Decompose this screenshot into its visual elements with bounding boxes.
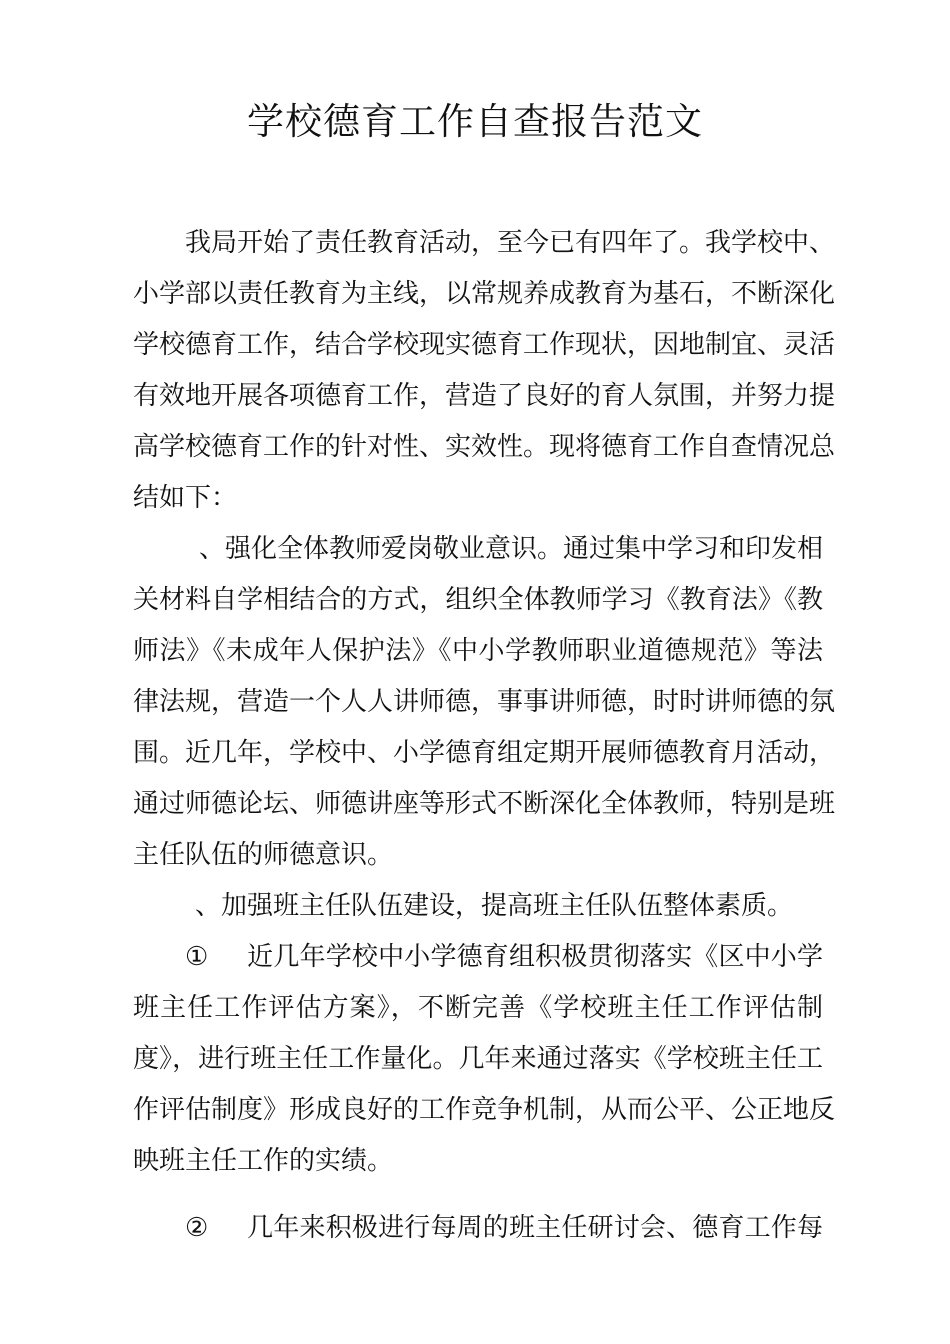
paragraph-item-2 — [133, 1203, 823, 1254]
text-line: 围。近几年，学校中、小学德育组定期开展师德教育月活动， — [133, 738, 836, 768]
text-span: 近几年学校中小学德育组积极贯彻落实《区中小学 — [247, 942, 823, 972]
paragraph-teacher-ethics — [133, 524, 836, 881]
text-line: 我局开始了责任教育活动，至今已有四年了。我学校中、 — [185, 228, 836, 258]
text-line — [133, 1203, 823, 1254]
text-line: 班主任工作评估方案》，不断完善《学校班主任工作评估制 — [133, 993, 823, 1023]
paragraph-class-teacher-heading — [133, 881, 823, 932]
text-line: 映班主任工作的实绩。 — [133, 1146, 394, 1176]
text-line: 主任队伍的师德意识。 — [133, 840, 394, 870]
paragraph-item-1 — [133, 932, 836, 1187]
paragraph-intro — [133, 218, 836, 524]
text-span: 几年来积极进行每周的班主任研讨会、德育工作每 — [247, 1213, 823, 1243]
text-line: 学校德育工作，结合学校现实德育工作现状，因地制宜、灵活 — [133, 330, 836, 360]
text-line: 、强化全体教师爱岗敬业意识。通过集中学习和印发相 — [199, 534, 824, 564]
text-line: 作评估制度》形成良好的工作竞争机制，从而公平、公正地反 — [133, 1095, 836, 1125]
text-line: 师法》《未成年人保护法》《中小学教师职业道德规范》等法 — [133, 636, 823, 666]
text-line: 关材料自学相结合的方式，组织全体教师学习《教育法》《教 — [133, 585, 823, 615]
text-line: 结如下： — [133, 483, 238, 513]
list-marker: ② — [185, 1213, 209, 1243]
text-line: 度》，进行班主任工作量化。几年来通过落实《学校班主任工 — [133, 1044, 823, 1074]
document-body — [133, 218, 836, 1254]
list-marker: ① — [185, 942, 209, 972]
text-line: 小学部以责任教育为主线，以常规养成教育为基石，不断深化 — [133, 279, 836, 309]
paragraph-gap — [133, 1187, 823, 1203]
text-line: 通过师德论坛、师德讲座等形式不断深化全体教师，特别是班 — [133, 789, 836, 819]
text-line — [133, 932, 823, 983]
text-line: 高学校德育工作的针对性、实效性。现将德育工作自查情况总 — [133, 432, 836, 462]
text-line: 律法规，营造一个人人讲师德，事事讲师德，时时讲师德的氛 — [133, 687, 836, 717]
document-title: 学校德育工作自查报告范文 — [247, 100, 703, 143]
text-line: 有效地开展各项德育工作，营造了良好的育人氛围，并努力提 — [133, 381, 836, 411]
text-line: 、加强班主任队伍建设，提高班主任队伍整体素质。 — [195, 891, 794, 921]
